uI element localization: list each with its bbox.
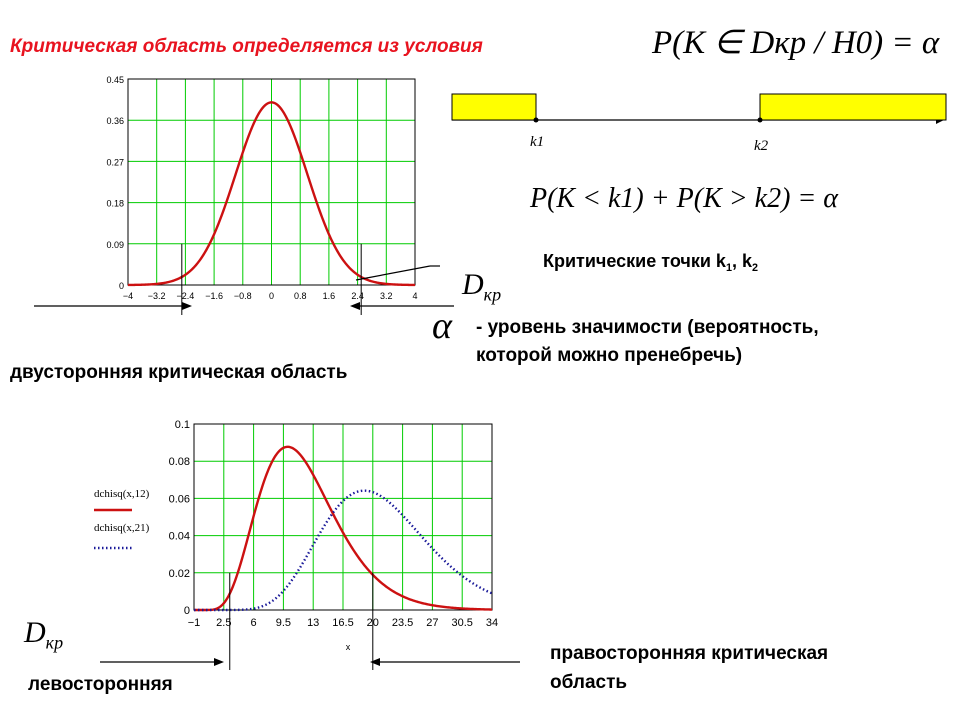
dkr-main: D [462,268,484,301]
left-critical-region-bar [452,94,536,120]
y-tick-label: 0.02 [168,567,190,580]
x-tick-label: 6 [250,617,257,629]
x-tick-label: −4 [122,291,134,301]
right-critical-region-bar [760,94,946,120]
x-tick-label: 20 [366,617,379,629]
alpha-symbol: α [432,305,452,347]
x-tick-label: 3.2 [380,291,393,301]
y-tick-label: 0.18 [106,198,124,209]
two-sided-arrows [34,266,454,310]
x-tick-label: 27 [426,617,439,629]
x-tick-label: 23.5 [391,617,414,629]
k1-point [534,118,539,123]
legend-label-1: dchisq(x,12) [94,488,150,500]
left-sided-arrowhead [214,658,224,666]
y-tick-label: 0.45 [106,75,124,85]
x-tick-label: −1 [187,617,201,629]
alpha-description-line1: - уровень значимости (вероятность, [476,317,819,338]
two-sided-label: двусторонняя критическая область [10,362,348,383]
legend-label-2: dchisq(x,21) [94,522,150,534]
y-tick-label: 0 [183,605,190,617]
left-sided-label: левосторонняя [28,674,173,695]
x-tick-label: −3.2 [147,291,166,301]
k1-symbol: k [715,251,726,271]
left-region-arrowhead [182,302,192,310]
x-tick-label: 4 [412,291,418,301]
x-tick-label: 30.5 [451,617,473,629]
x-tick-label: 13 [307,617,320,629]
dkr-main-2: D [24,616,46,649]
x-tick-label: 1.6 [322,291,336,301]
x-tick-label: −1.6 [205,291,223,301]
dkr-sub: кр [483,284,502,305]
y-tick-label: 0.36 [106,116,124,127]
x-axis-label: x [345,642,351,652]
y-tick-label: 0.06 [168,493,190,506]
alpha-description-line2: которой можно пренебречь) [476,345,743,366]
right-sided-label-line2: область [550,672,628,693]
k2-point [758,118,763,123]
page-title: Критическая область определяется из условия [10,36,483,57]
x-tick-label: 34 [485,617,499,629]
k1-subscript: 1 [725,261,732,274]
y-tick-label: 0.04 [168,530,190,543]
x-tick-label: 2.4 [351,291,364,301]
number-line [452,94,946,154]
y-tick-label: 0.08 [168,456,190,469]
y-tick-label: 0.1 [174,419,190,431]
x-tick-label: 9.5 [275,617,292,629]
x-tick-label: 16.5 [332,617,354,629]
x-tick-label: −0.8 [233,291,252,301]
y-tick-label: 0.27 [106,157,124,168]
right-sided-arrowhead [370,658,380,666]
k2-subscript: 2 [751,261,758,274]
normal-density-chart [106,75,417,315]
critical-points-text: Критические точки [543,251,711,271]
x-tick-label: 0 [268,291,275,301]
x-tick-label: 2.5 [216,617,232,629]
right-region-arrowhead [350,302,360,310]
chisq-density-chart [94,419,498,670]
k2-symbol: k [741,251,752,271]
right-sided-label-line1: правосторонняя критическая [550,643,829,664]
dkr-sub-2: кр [45,632,64,653]
k1-label: k1 [530,134,545,150]
dkr-pointer-line [356,266,430,280]
critical-points-separator: , [731,251,742,271]
two-sided-formula: P(K < k1) + P(K > k2) = α [530,183,838,214]
k2-label: k2 [754,138,769,154]
x-tick-label: −2.4 [176,291,195,301]
critical-region-condition: P(K ∈ Dкр / H0) = α [652,25,940,61]
x-tick-label: 0.8 [293,291,307,301]
y-tick-label: 0.09 [106,239,124,250]
one-sided-arrows [100,658,520,666]
y-tick-label: 0 [118,281,124,291]
